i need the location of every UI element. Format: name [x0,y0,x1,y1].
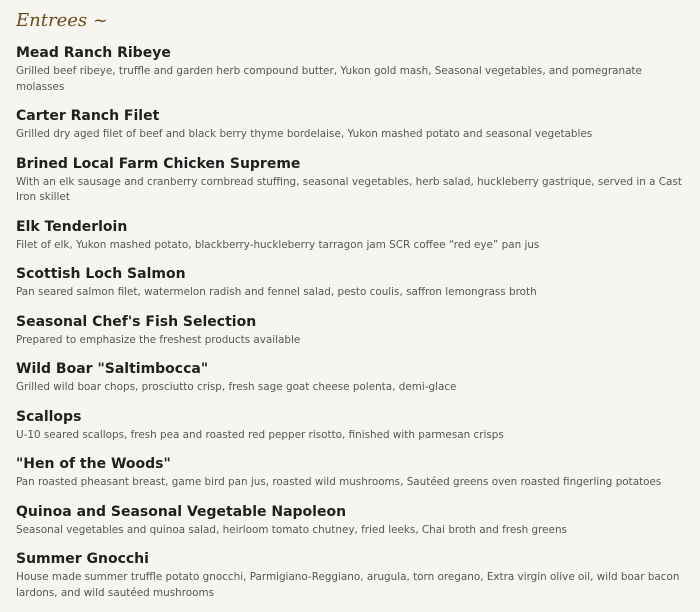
section-title: Entrees ~ [16,10,108,31]
menu-item [16,312,692,349]
menu-item-name: Seasonal Chef's Fish Selection [16,313,257,330]
menu-item-name: Scottish Loch Salmon [16,266,186,282]
menu-item-name: "Hen of the Woods" [16,456,171,472]
menu-item-description: House made summer truffle potato gnocchi, Parmigiano-Reggiano, arugula, torn oregano, Extra virgin olive oil, wild boar bacon lardons, and wild sautéed mushrooms [16,571,680,599]
menu-item-name: Summer Gnocchi [16,551,149,567]
menu-item-description: Pan roasted pheasant breast, game bird pan jus, roasted wild mushrooms, Sautéed greens oven roasted fingerling potatoes [16,476,662,488]
menu-item [16,264,692,301]
menu-item-name: Quinoa and Seasonal Vegetable Napoleon [16,503,347,520]
menu-item-name: Wild Boar "Saltimbocca" [16,361,209,377]
menu-item-description: Grilled beef ribeye, truffle and garden herb compound butter, Yukon gold mash, Seasonal vegetables, and pomegranate molasses [16,65,642,93]
menu-item [16,454,692,491]
menu-item [16,359,692,396]
menu-item [16,43,692,95]
menu-item-description: Grilled wild boar chops, prosciutto crisp, fresh sage goat cheese polenta, demi-glace [16,381,457,393]
menu-item [16,154,692,206]
menu-item [16,106,692,143]
menu-item-description: Prepared to emphasize the freshest products available [16,333,301,346]
menu-item-description: With an elk sausage and cranberry cornbread stuffing, seasonal vegetables, herb salad, huckleberry gastrique, served in a Cast Iron skillet [16,175,682,203]
menu-item-description: Pan seared salmon filet, watermelon radish and fennel salad, pesto coulis, saffron lemongrass broth [16,286,537,298]
menu-item-name: Brined Local Farm Chicken Supreme [16,155,301,172]
menu-item [16,217,692,254]
menu-item-description: Grilled dry aged filet of beef and black berry thyme bordelaise, Yukon mashed potato and seasonal vegetables [16,128,593,140]
entrees-menu [16,8,692,612]
menu-item-name: Elk Tenderloin [16,218,128,235]
menu-item-name: Carter Ranch Filet [16,108,160,124]
menu-item [16,502,692,539]
menu-item-name: Scallops [16,408,82,425]
menu-item-description: Seasonal vegetables and quinoa salad, heirloom tomato chutney, fried leeks, Chai broth and fresh greens [16,523,567,536]
menu-item-description: Filet of elk, Yukon mashed potato, blackberry-huckleberry tarragon jam SCR coffee “red eye” pan jus [16,238,540,251]
menu-item-description: U-10 seared scallops, fresh pea and roasted red pepper risotto, finished with parmesan crisps [16,428,504,441]
menu-item [16,549,692,601]
menu-item [16,407,692,444]
menu-item-name: Mead Ranch Ribeye [16,45,171,61]
